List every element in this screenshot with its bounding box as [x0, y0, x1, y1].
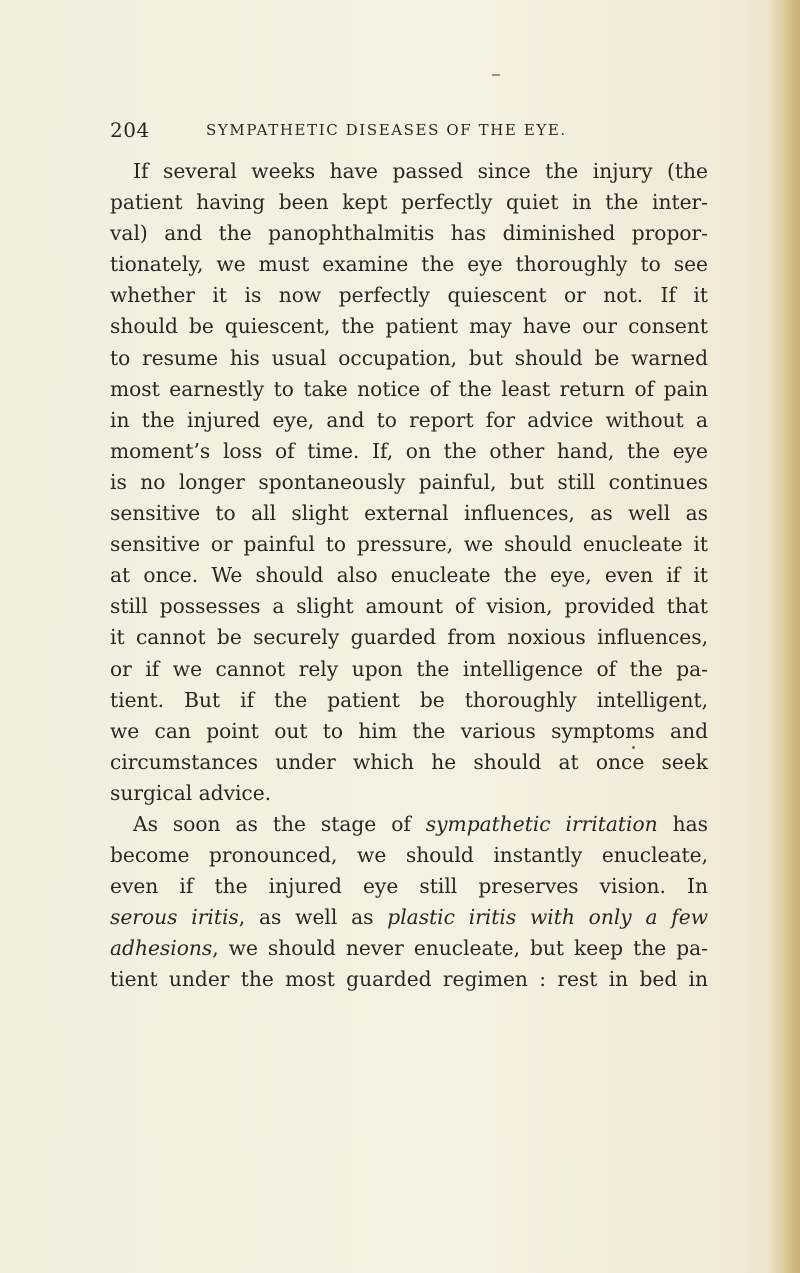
text-line: patient having been kept perfectly quiet in the inter-	[110, 190, 708, 215]
text-line: tient under the most guarded regimen : rest in bed in	[110, 967, 708, 992]
italic-term: adhesions	[110, 936, 213, 961]
italic-term: serous iritis	[110, 905, 239, 930]
text-line: become pronounced, we should instantly enucleate,	[110, 843, 708, 868]
running-head-title: SYMPATHETIC DISEASES OF THE EYE.	[206, 121, 567, 139]
running-head	[110, 118, 730, 146]
text-line: sensitive to all slight external influences, as well as	[110, 501, 708, 526]
italic-term: sympathetic irritation	[425, 811, 658, 836]
page-number: 204	[110, 118, 150, 142]
text-line: circumstances under which he should at once seek	[110, 749, 708, 774]
text-line: still possesses a slight amount of vision, provided that	[110, 594, 708, 619]
text-line: we can point out to him the various symptoms and	[110, 718, 708, 743]
page-edge-shadow	[768, 0, 800, 1273]
text-line: should be quiescent, the patient may have our consent	[110, 314, 708, 339]
text-line: If several weeks have passed since the injury (the	[133, 159, 708, 183]
italic-term: plastic iritis with only a few	[387, 905, 709, 930]
text-line: to resume his usual occupation, but should be warned	[110, 345, 708, 370]
text-line: moment’s loss of time. If, on the other hand, the eye	[110, 438, 708, 463]
text-line: serous iritis, as well as plastic iritis with only a few	[110, 905, 709, 930]
stray-mark	[492, 74, 500, 76]
text-line: sensitive or painful to pressure, we should enucleate it	[110, 532, 708, 557]
text-line: adhesions, we should never enucleate, but keep the pa-	[110, 936, 708, 961]
text-line: it cannot be securely guarded from noxious influences,	[110, 625, 708, 650]
body-text	[110, 156, 708, 996]
text-line: tionately, we must examine the eye thoroughly to see	[110, 252, 708, 277]
text-line: As soon as the stage of sympathetic irritation has	[133, 811, 708, 836]
text-line: in the injured eye, and to report for advice without a	[110, 407, 708, 432]
text-line: even if the injured eye still preserves vision. In	[110, 874, 708, 899]
text-line: val) and the panophthalmitis has diminished propor-	[110, 221, 708, 246]
text-line: is no longer spontaneously painful, but still continues	[110, 469, 708, 494]
stray-dot	[632, 746, 635, 749]
text-line: at once. We should also enucleate the eye, even if it	[110, 563, 708, 588]
text-line: most earnestly to take notice of the least return of pain	[110, 376, 708, 401]
text-line: or if we cannot rely upon the intelligence of the pa-	[110, 656, 708, 681]
text-line: whether it is now perfectly quiescent or not. If it	[110, 283, 708, 308]
text-line: tient. But if the patient be thoroughly intelligent,	[110, 687, 708, 712]
text-line: surgical advice.	[110, 780, 272, 805]
